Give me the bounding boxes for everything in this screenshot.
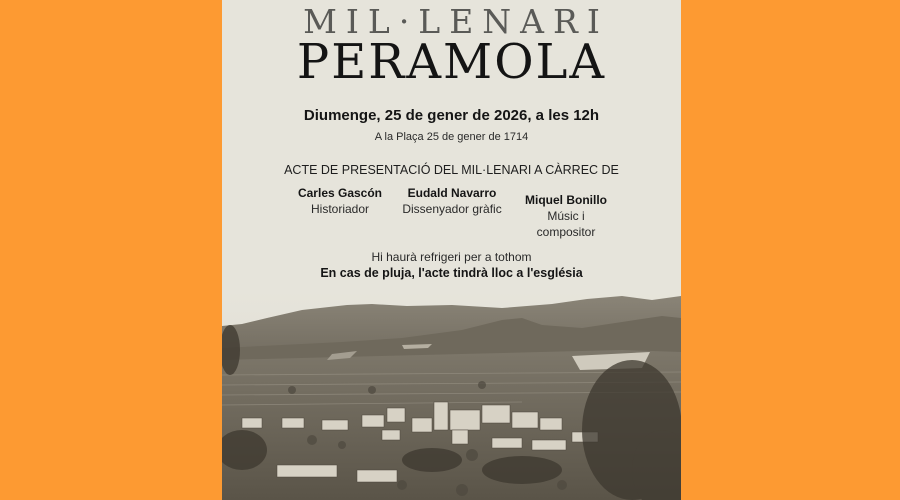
poster-title: PERAMOLA [296, 34, 607, 90]
poster-subtitle: MIL·LENARI [303, 2, 609, 41]
presenter-role: Historiador [310, 202, 370, 216]
rain-notice: En cas de pluja, l'acte tindrà lloc a l'església [320, 266, 583, 280]
presenter-role: Dissenyador gràfic [402, 202, 502, 216]
event-poster [222, 0, 681, 500]
presenter [290, 185, 390, 217]
presenter [518, 192, 614, 240]
presenter-name: Eudald Navarro [407, 186, 497, 200]
event-date: Diumenge, 25 de gener de 2026, a les 12h [303, 107, 600, 124]
presenter-name: Carles Gascón [297, 186, 383, 200]
presenter-role: Músic i [547, 209, 585, 223]
presentation-heading: ACTE DE PRESENTACIÓ DEL MIL·LENARI A CÀRREC DE [284, 163, 619, 177]
village-landscape-photo [222, 290, 681, 500]
presenter-role: compositor [536, 225, 596, 239]
presenter [394, 185, 510, 217]
refreshments-note: Hi haurà refrigeri per a tothom [371, 250, 532, 264]
presenter-name: Miquel Bonillo [525, 193, 607, 207]
event-location: A la Plaça 25 de gener de 1714 [374, 131, 529, 143]
